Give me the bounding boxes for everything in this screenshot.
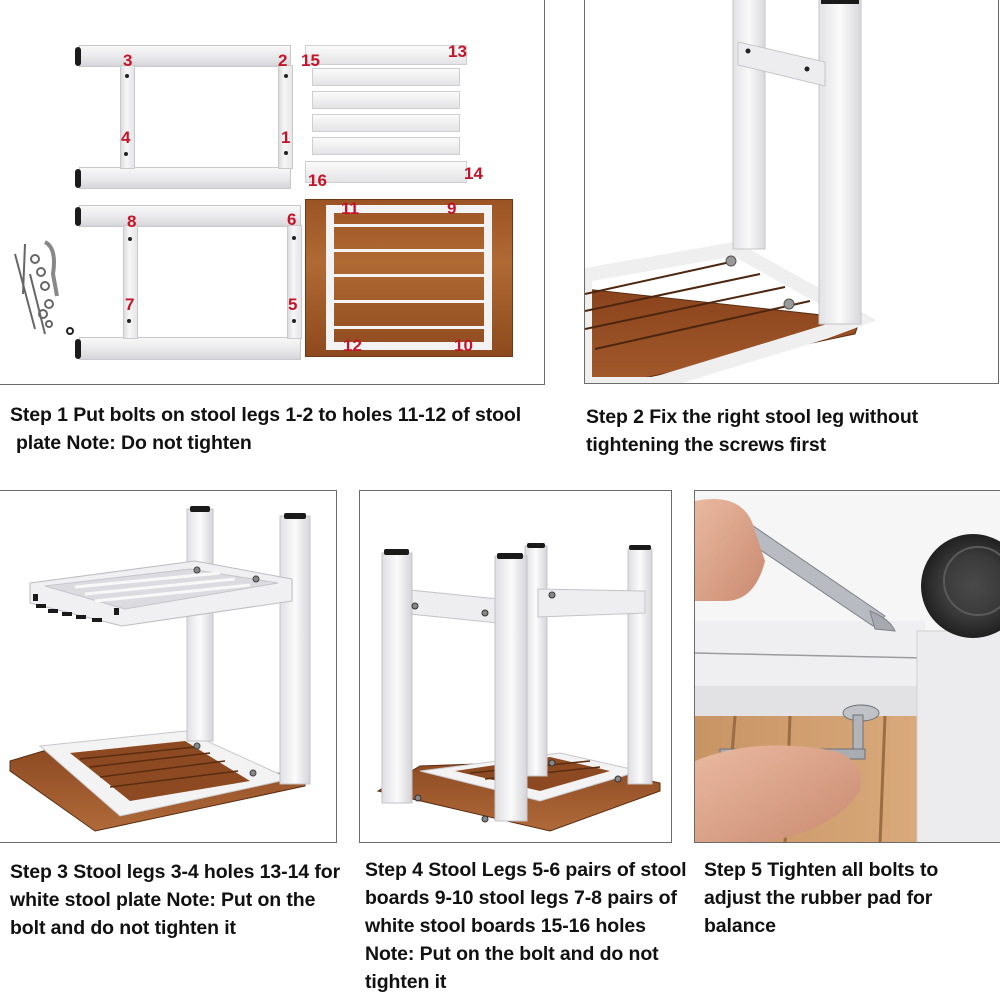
step-2-caption: Step 2 Fix the right stool leg without tightening the screws first (586, 406, 919, 456)
step-3-image-panel (0, 490, 337, 843)
step-4-image-panel (359, 490, 672, 843)
all-legs-assembly-illustration (360, 491, 672, 843)
label-hole-7: 7 (125, 295, 135, 314)
step-4-caption: Step 4 Stool Legs 5-6 pairs of stool boards 9-10 stool legs 7-8 pairs of white stool boards 15-16 holes Note: Put on the bolt and do not tighten it (365, 859, 687, 993)
label-hole-10: 10 (454, 336, 473, 355)
step-5-image-panel (694, 490, 1000, 843)
label-hole-9: 9 (447, 199, 457, 218)
label-hole-6: 6 (287, 210, 297, 229)
label-hole-2: 2 (278, 51, 288, 70)
label-hole-3: 3 (123, 51, 133, 70)
step-1-caption-line-1: Step 1 Put bolts on stool legs 1-2 to holes 11-12 of stool (10, 404, 522, 426)
tightening-bolts-illustration (695, 491, 1000, 843)
bolts-and-wrench-icon (5, 234, 75, 344)
white-plate-assembly-illustration (0, 491, 337, 843)
label-hole-4: 4 (121, 128, 131, 147)
label-hole-14: 14 (464, 164, 483, 183)
label-hole-1: 1 (281, 128, 291, 147)
right-leg-assembly-illustration (585, 0, 999, 384)
step-1-image-panel (0, 0, 545, 385)
label-hole-8: 8 (127, 212, 137, 231)
label-hole-5: 5 (288, 295, 298, 314)
step-5-caption: Step 5 Tighten all bolts to adjust the rubber pad for balance (704, 859, 939, 937)
label-hole-13: 13 (448, 42, 467, 61)
label-hole-16: 16 (308, 171, 327, 190)
step-1-caption (10, 401, 580, 457)
step-3-caption: Step 3 Stool legs 3-4 holes 13-14 for white stool plate Note: Put on the bolt and do not tighten it (10, 861, 341, 939)
label-hole-12: 12 (343, 336, 362, 355)
step-1-caption-line-2: plate Note: Do not tighten (16, 432, 252, 454)
step-2-image-panel (584, 0, 999, 384)
label-hole-11: 11 (341, 199, 359, 218)
label-hole-15: 15 (301, 51, 320, 70)
